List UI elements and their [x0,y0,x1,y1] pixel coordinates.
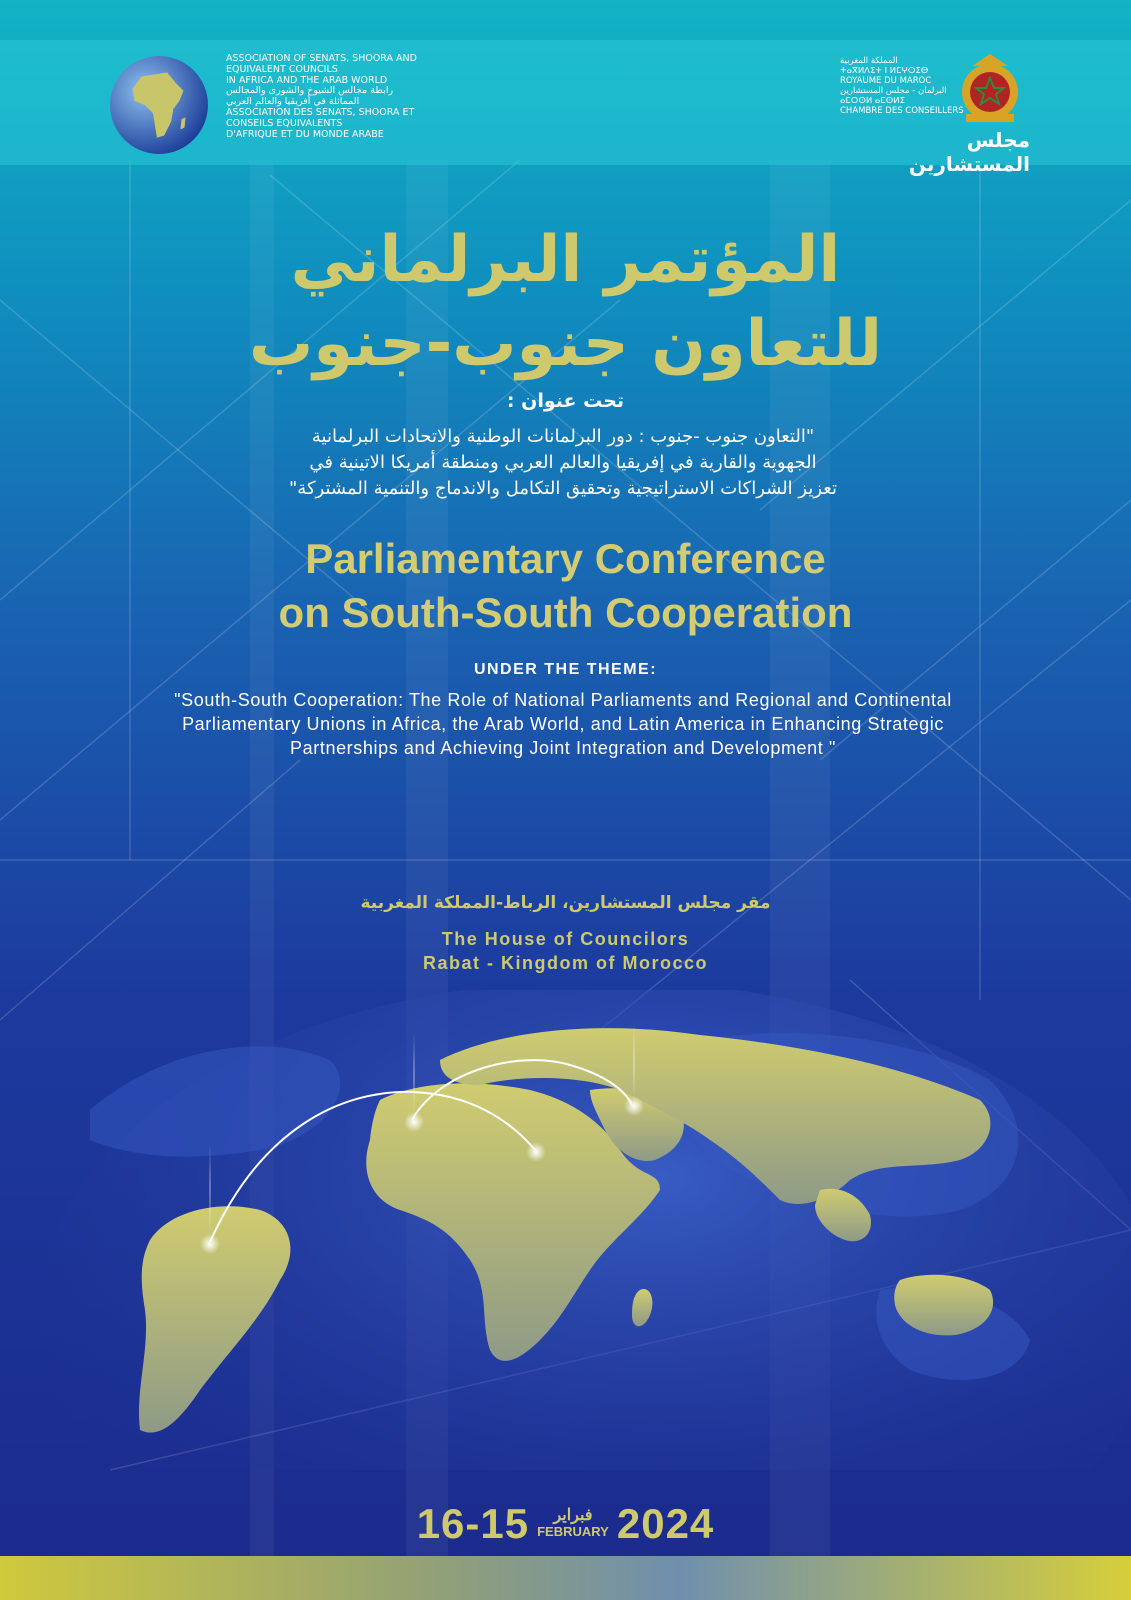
morocco-logo-line: ROYAUME DU MAROC [840,76,932,86]
world-map-illustration [0,990,1131,1470]
house-of-councillors-logo [840,48,1030,176]
assoc-en-line: EQUIVALENT COUNCILS [226,63,338,75]
assoc-fr-line: CONSEILS EQUIVALENTS [226,117,343,129]
coat-of-arms-icon [952,48,1028,126]
morocco-logo-line: ⵜⴰⴳⵍⴷⵉⵜ ⵏ ⵍⵎⵖⵔⵉⴱ [840,66,929,76]
bottom-band [0,1556,1131,1600]
assoc-fr-line: ASSOCIATION DES SENATS, SHOORA ET [226,106,415,118]
arabic-title-line: المؤتمر البرلماني [290,223,841,297]
event-date [0,1496,1131,1552]
event-year: 2024 [616,1500,715,1547]
assoc-ar-line: المماثلة في أفريقيا والعالم العربي [226,96,360,108]
english-theme-text: "South-South Cooperation: The Role of National Parliaments and Regional and Continental Parliamentary Unions in Africa, the Arab World, and Latin America in Enhancing Strategic Partnerships and Achieving Joint Integration and Development " [174,690,952,758]
arabic-theme-line: "التعاون جنوب -جنوب : دور البرلمانات الوطنية والاتحادات البرلمانية [311,426,815,447]
arabic-title [0,218,1131,386]
assoc-ar-line: رابطة مجالس الشيوخ والشورى والمجالس [226,85,394,97]
morocco-logo-line: البرلمان - مجلس المستشارين [840,86,947,96]
morocco-logo-line: المملكة المغربية [840,56,898,66]
event-month [537,1508,609,1540]
assoc-fr-line: D'AFRIQUE ET DU MONDE ARABE [226,128,384,140]
morocco-logo-line: CHAMBRE DES CONSEILLERS [840,106,964,116]
association-name [226,54,476,140]
arabic-theme-line: تعزيز الشراكات الاستراتيجية وتحقيق التكامل والاندماج والتنمية المشتركة" [289,478,837,499]
arabic-theme-label: تحت عنوان : [506,390,625,412]
location-pin [526,1142,546,1162]
event-month-english: FEBRUARY [537,1524,609,1539]
arabic-title-line: للتعاون جنوب-جنوب [248,307,883,381]
venue-english [0,927,1131,975]
event-days: 16-15 [416,1500,530,1547]
council-name: مجلس المستشارين [908,128,1030,176]
event-month-arabic: فبراير [553,1507,593,1524]
assoc-en-line: ASSOCIATION OF SENATS, SHOORA AND [226,53,417,64]
venue-english-line: Rabat - Kingdom of Morocco [423,953,708,973]
english-title-line: Parliamentary Conference [305,535,826,582]
english-title [0,532,1131,640]
venue-english-line: The House of Councilors [441,929,690,949]
africa-globe-logo [108,54,210,156]
arabic-theme-text [168,424,958,502]
morocco-logo-text [840,56,964,116]
morocco-logo-line: ⴰⵎⵔⵙⵍ ⴰⵎⵙⵍⵉ [840,96,905,106]
english-title-line: on South-South Cooperation [278,589,853,636]
venue-arabic: مقر مجلس المستشارين، الرباط-المملكة المغربية [360,893,771,913]
english-theme-label: UNDER THE THEME: [473,661,658,678]
arabic-theme-line: الجهوية والقارية في إفريقيا والعالم العربي ومنطقة أمريكا الاتينية في [309,452,817,473]
assoc-en-line: IN AFRICA AND THE ARAB WORLD [226,74,388,86]
